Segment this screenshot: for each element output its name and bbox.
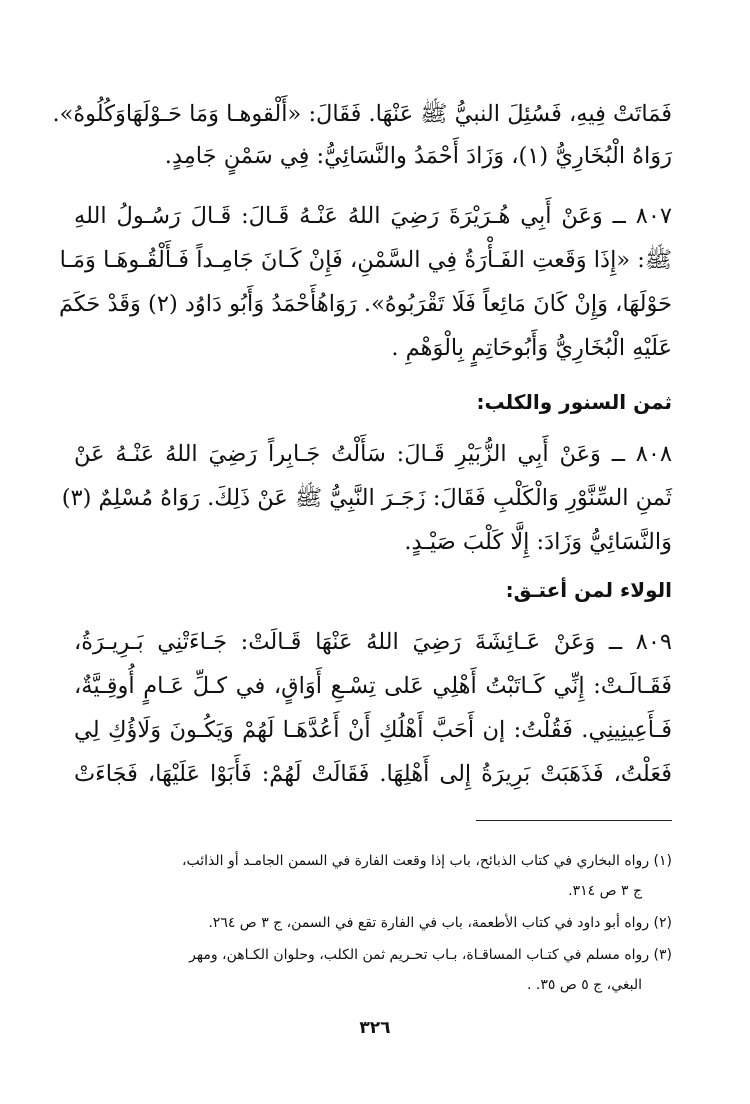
- section-heading: الولاء لمن أعتـق:: [505, 578, 672, 602]
- footnote: (٣) رواه مسلم في كتـاب المساقـاة، بـاب تحـريم ثمن الكلب، وحلوان الكـاهن، ومهر: [189, 947, 672, 963]
- text-line: فَعَلْتُ، فَذَهَبَتْ بَرِيرَةُ إِلى أَهْلِهَا. فَقَالَتْ لَهُمْ: فَأَبَوْا عَلَيْهَا، فَجَاءَتْ: [74, 761, 672, 787]
- text-line: رَوَاهُ الْبُخَارِيُّ (١)، وَزَادَ أَحْمَدُ والنَّسَائِيُّ: فِي سَمْنٍ جَامِدٍ.: [164, 143, 672, 169]
- hadith-807-line: ٨٠٧ ــ وَعَنْ أَبِي هُـرَيْرَةَ رَضِيَ اللهُ عَنْـهُ قَـالَ: قَـالَ رَسُـولُ اللهِ: [74, 203, 672, 229]
- hadith-808-line: ٨٠٨ ــ وَعَنْ أَبِي الزُّبَيْرِ قَـالَ: سَأَلْتُ جَـابِراً رَضِيَ اللهُ عَنْـهُ عَنْ: [74, 441, 672, 467]
- text-line: فَقَـالَـتْ: إِنِّي كَـاتَبْتُ أَهْلِي عَلى تِسْـعِ أَوَاقٍ، في كـلِّ عَـامٍ أُوقِـيَّةٌ،: [74, 673, 672, 699]
- page-number: ٣٢٦: [359, 1018, 391, 1038]
- text-line: فَمَاتَتْ فِيهِ، فَسُئِلَ النبيُّ ﷺ عَنْهَا. فَقَالَ: «أَلْقوهـا وَمَا حَـوْلَهَاوَكُلُوهُ».: [52, 101, 672, 127]
- text-line: وَالنَّسَائِيُّ وَزَادَ: إِلَّا كَلْبَ صَيْـدٍ.: [404, 529, 672, 555]
- footnote: (١) رواه البخاري في كتاب الذبائح، باب إذا وقعت الفارة في السمن الجامـد أو الذائب،: [181, 853, 672, 869]
- footnote: (٢) رواه أبو داود في كتاب الأطعمة، باب في الفارة تقع في السمن، ج ٣ ص ٢٦٤.: [208, 915, 672, 931]
- footnote-separator: [476, 820, 672, 821]
- hadith-809-line: ٨٠٩ ــ وَعَنْ عَـائِشَةَ رَضِيَ اللهُ عَنْهَا قَـالَتْ: جَـاءَتْنِي بَـرِيـرَةُ،: [74, 629, 672, 655]
- text-line: فَـأَعِينِينِي. فَقُلْتُ: إن أَحَبَّ أَهْلُكِ أَنْ أَعُدَّهَـا لَهُمْ وَيَكُـونَ وَلَاؤُكِ لِي: [74, 717, 672, 743]
- text-line: ثَمنِ السِّنَّوْرِ وَالْكَلْبِ فَقَالَ: زَجَـرَ النَّبِيُّ ﷺ عَنْ ذَلِكَ. رَوَاهُ مُسْلِمٌ (٣): [61, 485, 672, 511]
- text-line: حَوْلَهَا، وَإِنْ كَانَ مَائِعاً فَلَا تَقْرَبُوهُ». رَوَاهُأَحْمَدُ وَأَبُو دَاوُد (٢) وَقَدْ حَكَمَ: [59, 291, 672, 317]
- section-heading: ثمن السنور والكلب:: [476, 390, 672, 414]
- footnote: البغي، ج ٥ ص ٣٥. .: [526, 977, 642, 993]
- text-line: ﷺ: «إِذَا وَقَعتِ الفَـأْرَةُ فِي السَّمْنِ، فَإِنْ كَـانَ جَامِـداً فَـأَلْقُـوهَـا وَمَـا: [59, 247, 672, 273]
- footnote: ج ٣ ص ٣١٤.: [568, 883, 642, 899]
- text-line: عَلَيْهِ الْبُخَارِيُّ وَأَبُوحَاتِمٍ بِالْوَهْمِ .: [391, 335, 672, 361]
